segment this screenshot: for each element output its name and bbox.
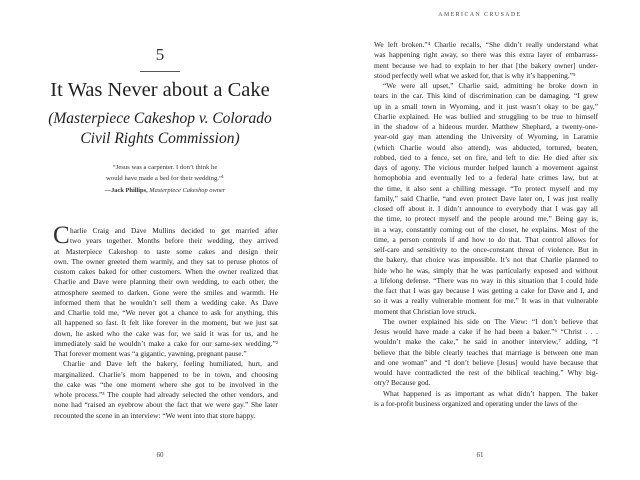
text-line: (which Charlie would also attend), was abducted, tortured, beaten, (374, 142, 598, 152)
text-line: down, he asked who the cake was for, we said it was for us, and he (54, 328, 278, 338)
text-line: informed them that he wouldn’t sell them a wedding cake. As Dave (54, 297, 278, 307)
text-line: none had “raised an eyebrow about the fact that we were gay.” She later (54, 400, 278, 410)
text-line: ment because we had to explain to her that [the bakery owner] under- (374, 60, 598, 70)
right-page (320, 0, 640, 480)
chapter-subtitle-line: Civil Rights Commission) (80, 130, 240, 147)
text-line: family,” said Charlie, “and even protect Dave later on, I was just really (374, 193, 598, 203)
text-line: otry? Because god. (374, 378, 431, 388)
drop-cap: C (53, 222, 70, 249)
text-line: all happened so fast. It felt like forever in the moment, but we just sat (54, 318, 278, 328)
epigraph-attribution (70, 187, 260, 194)
epigraph-line: would have made a bed for their wedding.”¹ (106, 174, 224, 182)
text-line: own. The owner greeted them warmly, and they sat to peruse photos of (54, 256, 278, 266)
text-line: tears in the car. This kind of discrimination can be damaging. “I grew (374, 91, 598, 101)
page-number-left: 60 (156, 451, 164, 459)
text-line: days of agony. The vicious murder helped launch a movement against (374, 163, 598, 172)
epigraph-quote (70, 163, 260, 185)
text-line: year-old gay man attending the University of Wyoming, in Laramie (374, 132, 598, 142)
text-line: in a way, constantly coming out of the closet, he explains. Most of the (374, 224, 598, 234)
text-line: closed off about it. I didn’t announce to everybody that I was gay all (374, 204, 598, 213)
left-body-text (53, 222, 278, 421)
text-line: moment that Christian love struck. (374, 306, 477, 316)
text-line: “We were all upset,” Charlie said, admitting he broke down in (383, 81, 598, 90)
text-line: the time, to protect myself and the people around me.” Being gay is, (374, 214, 598, 224)
text-line: homophobia and eventually led to a federal hate crimes law, but at (374, 173, 598, 183)
chapter-title: It Was Never about a Cake (50, 79, 270, 101)
epigraph-source: Masterpiece Cakeshop owner (149, 187, 226, 194)
text-line: custom cakes baked for other customers. When the owner realized that (54, 267, 278, 276)
text-line: atmosphere seemed to darken. Gone were the smiles and warmth. He (54, 287, 278, 297)
text-line: is a for-profit business organized and operating under the laws of the (374, 398, 578, 408)
text-line: time, a person controls if and how to do that. That control allows for (374, 234, 598, 244)
text-line: We left broken.”⁴ Charlie recalls, “She didn’t really understand what (374, 40, 598, 49)
text-line: Charlie and Dave left the bakery, feeling humiliated, hurt, and (63, 359, 278, 369)
text-line: stood perfectly well what we asked for, that is why it’s happening.”⁵ (374, 70, 576, 80)
text-line: would have contradicted the rest of the biblical teaching.” Why big- (374, 368, 598, 377)
text-line: wouldn’t make the cake,” he said in another interview,⁷ adding, “I (374, 337, 598, 347)
text-line: That forever moment was “a gigantic, yawning, pregnant pause.” (54, 349, 247, 358)
text-line: Jesus would have made a cake if he had been a baker.”⁶ “Christ . . . (374, 327, 598, 336)
text-line: robbed, tied to a fence, set on fire, and left to die. He died after six (374, 152, 598, 162)
text-line: self-care and sensitivity to the once-constant threat of violence. But in (374, 245, 598, 254)
epigraph-line: “Jesus was a carpenter. I don’t think he (112, 164, 218, 171)
chapter-number: 5 (155, 45, 165, 64)
text-line: What happened is as important as what didn’t happen. The baker (383, 388, 598, 398)
text-line: the bakery, that choice was impossible. It’s not that Charlie planned to (374, 255, 598, 265)
text-line: marginalized. Charlie’s mom happened to be in town, and choosing (54, 369, 278, 379)
text-line: recounted the scene in an interview: “We went into that store happy. (54, 410, 256, 420)
text-line: Charlie and Dave were planning their own wedding, to each other, the (54, 277, 278, 287)
chapter-rule (140, 71, 180, 72)
text-line: harlie Craig and Dave Mullins decided to get married after (70, 226, 278, 235)
text-line: so it was a really vulnerable moment for me.” It was in that vulnerable (374, 296, 598, 306)
right-body-text (374, 40, 598, 409)
chapter-subtitle (40, 109, 280, 149)
epigraph-author: —Jack Phillips, (104, 187, 148, 194)
text-line: and one woman” and “I don’t believe [Jesus] would have because that (374, 357, 598, 367)
text-line: the time, it also sent a chilling message. “To protect myself and my (374, 183, 598, 193)
text-line: two years together. Months before their wedding, they arrived (70, 236, 278, 246)
text-line: believe that the bible clearly teaches that marriage is between one man (374, 347, 598, 357)
text-line: up in a small town in Wyoming, and it just wasn’t okay to be gay,” (374, 101, 598, 111)
text-line: at Masterpiece Cakeshop to taste some cakes and design their (54, 246, 278, 256)
text-line: a lifelong defense. “There was no way in this situation that I could hide (374, 275, 598, 285)
text-line: the cake was “the one moment where she got to be involved in the (54, 379, 278, 389)
text-line: was happening right away, so there was this extra layer of embarrass- (374, 50, 598, 60)
text-line: whole process.”³ The couple had already selected the other vendors, and (54, 390, 278, 399)
text-line: in the shadow of a hideous murder. Matthew Shephard, a twenty-one- (374, 122, 598, 131)
text-line: The owner explained his side on The View: “I don’t believe that (383, 316, 598, 326)
running-head: AMERICAN CRUSADE (438, 12, 522, 18)
text-line: hide who he was, simply that he was particularly exposed and without (374, 265, 598, 275)
text-line: Charlie explained. He was bullied and struggling to be true to himself (374, 111, 598, 121)
chapter-subtitle-line: (Masterpiece Cakeshop v. Colorado (48, 110, 272, 127)
text-line: immediately said he wouldn’t make a cake for our same-sex wedding.”² (54, 338, 278, 348)
text-line: the fact that I was gay because I was getting a cake for Dave and I, and (374, 286, 598, 295)
page-number-right: 61 (476, 451, 484, 459)
text-line: and Charlie told me, “We never got a chance to ask for anything, this (54, 308, 278, 317)
